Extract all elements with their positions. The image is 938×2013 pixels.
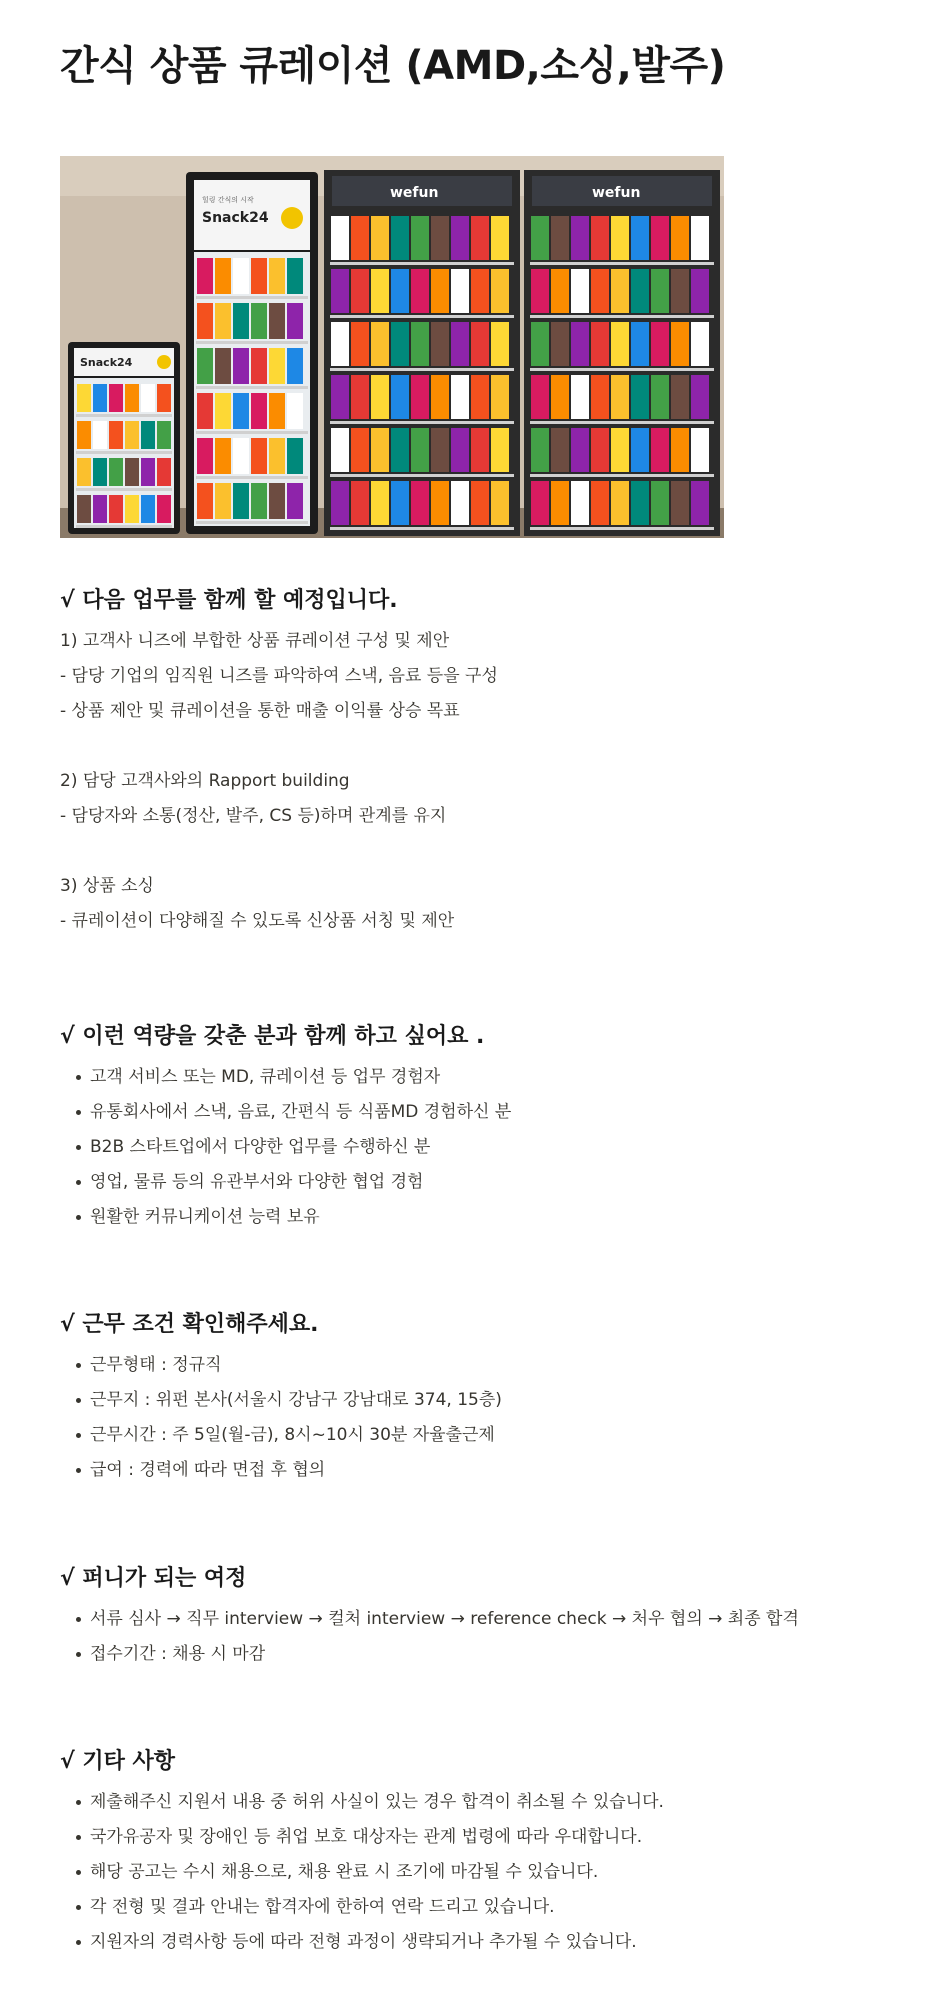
product-item xyxy=(631,216,649,260)
page-title: 간식 상품 큐레이션 (AMD,소싱,발주) xyxy=(60,43,726,89)
product-item xyxy=(125,384,139,412)
product-item xyxy=(371,428,389,472)
product-item xyxy=(197,483,213,519)
product-item xyxy=(215,483,231,519)
list-item: 지원자의 경력사항 등에 따라 전형 과정이 생략되거나 추가될 수 있습니다. xyxy=(60,1925,664,1960)
product-item xyxy=(391,322,409,366)
product-item xyxy=(451,269,469,313)
duty-item-1-sub-2: - 상품 제안 및 큐레이션을 통한 매출 이익률 상승 목표 xyxy=(60,701,460,721)
product-item xyxy=(451,216,469,260)
etc-heading: √ 기타 사항 xyxy=(60,1749,176,1774)
shelf-rail xyxy=(76,525,172,528)
shelf-rail xyxy=(530,527,714,530)
product-item xyxy=(531,216,549,260)
qualifications-list xyxy=(60,1060,511,1235)
product-item xyxy=(551,481,569,525)
product-item xyxy=(197,303,213,339)
product-item xyxy=(287,438,303,474)
product-item xyxy=(141,421,155,449)
product-item xyxy=(269,348,285,384)
shelf-rail xyxy=(530,474,714,477)
product-item xyxy=(691,428,709,472)
product-item xyxy=(93,495,107,523)
product-item xyxy=(631,481,649,525)
product-item xyxy=(451,481,469,525)
shelf-rail xyxy=(76,451,172,454)
shelf-rail xyxy=(196,386,308,389)
list-item: 해당 공고는 수시 채용으로, 채용 완료 시 조기에 마감될 수 있습니다. xyxy=(60,1855,664,1890)
product-item xyxy=(691,269,709,313)
product-item xyxy=(141,495,155,523)
product-item xyxy=(233,303,249,339)
product-item xyxy=(269,303,285,339)
shelf-right-logo: wefun xyxy=(592,185,641,201)
product-item xyxy=(671,322,689,366)
product-item xyxy=(391,481,409,525)
product-item xyxy=(197,438,213,474)
product-item xyxy=(351,322,369,366)
duties-section xyxy=(60,582,498,939)
shelf-rail xyxy=(76,488,172,491)
product-item xyxy=(331,481,349,525)
qualifications-heading: √ 이런 역량을 갖춘 분과 함께 하고 싶어요 . xyxy=(60,1024,485,1049)
product-item xyxy=(671,481,689,525)
product-item xyxy=(233,483,249,519)
product-item xyxy=(591,269,609,313)
product-item xyxy=(351,269,369,313)
product-item xyxy=(125,458,139,486)
product-item xyxy=(631,269,649,313)
product-item xyxy=(471,216,489,260)
product-item xyxy=(93,421,107,449)
shelf-rail xyxy=(330,421,514,424)
product-item xyxy=(351,428,369,472)
product-item xyxy=(611,375,629,419)
product-item xyxy=(77,384,91,412)
list-item: B2B 스타트업에서 다양한 업무를 수행하신 분 xyxy=(60,1130,511,1165)
shelf-left-logo: wefun xyxy=(390,185,439,201)
product-item xyxy=(651,481,669,525)
product-item xyxy=(531,375,549,419)
product-item xyxy=(491,269,509,313)
shelf-rail xyxy=(196,431,308,434)
product-item xyxy=(109,384,123,412)
etc-list xyxy=(60,1785,664,1960)
product-item xyxy=(215,258,231,294)
product-item xyxy=(287,393,303,429)
product-item xyxy=(77,495,91,523)
product-item xyxy=(251,483,267,519)
shelf-rail xyxy=(530,368,714,371)
shelf-rail xyxy=(330,315,514,318)
product-item xyxy=(451,322,469,366)
shelf-rail xyxy=(330,368,514,371)
product-item xyxy=(411,428,429,472)
product-item xyxy=(691,322,709,366)
product-item xyxy=(157,458,171,486)
product-item xyxy=(471,375,489,419)
product-item xyxy=(331,216,349,260)
product-item xyxy=(571,216,589,260)
product-item xyxy=(391,428,409,472)
product-item xyxy=(287,483,303,519)
product-item xyxy=(611,428,629,472)
list-item: 제출해주신 지원서 내용 중 허위 사실이 있는 경우 합격이 취소될 수 있습니다. xyxy=(60,1785,664,1820)
product-item xyxy=(551,428,569,472)
duty-item-3-sub-1: - 큐레이션이 다양해질 수 있도록 신상품 서칭 및 제안 xyxy=(60,911,455,931)
product-item xyxy=(631,428,649,472)
process-list xyxy=(60,1602,799,1672)
product-item xyxy=(93,384,107,412)
shelf-rail xyxy=(330,474,514,477)
snack-display-illustration xyxy=(60,156,724,538)
product-item xyxy=(157,495,171,523)
product-item xyxy=(671,375,689,419)
product-item xyxy=(491,481,509,525)
product-item xyxy=(215,348,231,384)
product-item xyxy=(451,375,469,419)
product-item xyxy=(591,322,609,366)
product-item xyxy=(287,303,303,339)
product-item xyxy=(651,216,669,260)
conditions-section xyxy=(60,1306,502,1488)
product-item xyxy=(631,322,649,366)
list-item: 유통회사에서 스낵, 음료, 간편식 등 식품MD 경험하신 분 xyxy=(60,1095,511,1130)
product-item xyxy=(109,495,123,523)
product-item xyxy=(551,322,569,366)
product-item xyxy=(471,481,489,525)
product-item xyxy=(491,216,509,260)
duty-item-1-sub-1: - 담당 기업의 임직원 니즈를 파악하여 스낵, 음료 등을 구성 xyxy=(60,666,498,686)
product-item xyxy=(197,258,213,294)
list-item: 근무형태 : 정규직 xyxy=(60,1348,502,1383)
product-item xyxy=(451,428,469,472)
duty-item-1-title: 1) 고객사 니즈에 부합한 상품 큐레이션 구성 및 제안 xyxy=(60,631,450,651)
shelf-rail xyxy=(196,341,308,344)
product-item xyxy=(671,216,689,260)
product-item xyxy=(411,375,429,419)
product-item xyxy=(251,303,267,339)
product-item xyxy=(251,393,267,429)
shelf-rail xyxy=(330,527,514,530)
product-item xyxy=(371,375,389,419)
product-item xyxy=(591,375,609,419)
list-item: 국가유공자 및 장애인 등 취업 보호 대상자는 관계 법령에 따라 우대합니다. xyxy=(60,1820,664,1855)
conditions-heading: √ 근무 조건 확인해주세요. xyxy=(60,1312,319,1337)
product-item xyxy=(215,438,231,474)
product-item xyxy=(551,216,569,260)
list-item: 근무지 : 위펀 본사(서울시 강남구 강남대로 374, 15층) xyxy=(60,1383,502,1418)
product-item xyxy=(431,322,449,366)
product-item xyxy=(93,458,107,486)
duty-item-2-title: 2) 담당 고객사와의 Rapport building xyxy=(60,771,350,791)
product-item xyxy=(651,375,669,419)
qualifications-section xyxy=(60,1018,511,1235)
product-item xyxy=(411,269,429,313)
product-item xyxy=(351,216,369,260)
product-item xyxy=(591,428,609,472)
large-fridge-brand: Snack24 xyxy=(202,210,269,226)
product-item xyxy=(411,216,429,260)
product-item xyxy=(77,421,91,449)
product-item xyxy=(331,322,349,366)
product-item xyxy=(691,375,709,419)
duty-item-2-sub-1: - 담당자와 소통(정산, 발주, CS 등)하며 관계를 유지 xyxy=(60,806,447,826)
product-item xyxy=(215,393,231,429)
product-item xyxy=(371,269,389,313)
product-item xyxy=(331,375,349,419)
shelf-rail xyxy=(76,414,172,417)
product-item xyxy=(125,495,139,523)
product-item xyxy=(431,481,449,525)
list-item: 고객 서비스 또는 MD, 큐레이션 등 업무 경험자 xyxy=(60,1060,511,1095)
product-item xyxy=(77,458,91,486)
product-item xyxy=(431,428,449,472)
product-item xyxy=(491,375,509,419)
small-fridge-brand: Snack24 xyxy=(80,356,133,369)
product-item xyxy=(571,269,589,313)
process-heading: √ 퍼니가 되는 여정 xyxy=(60,1566,247,1591)
product-item xyxy=(157,421,171,449)
product-item xyxy=(233,258,249,294)
large-fridge-tagline: 힐링 간식의 시작 xyxy=(202,196,254,204)
duty-item-3-title: 3) 상품 소싱 xyxy=(60,876,154,896)
product-item xyxy=(197,348,213,384)
product-item xyxy=(651,269,669,313)
product-item xyxy=(531,481,549,525)
small-fridge xyxy=(68,342,180,534)
product-item xyxy=(431,269,449,313)
process-section xyxy=(60,1560,799,1672)
product-item xyxy=(371,481,389,525)
product-item xyxy=(331,269,349,313)
product-item xyxy=(269,258,285,294)
product-item xyxy=(251,258,267,294)
product-item xyxy=(431,216,449,260)
product-item xyxy=(531,428,549,472)
product-item xyxy=(671,269,689,313)
product-item xyxy=(197,393,213,429)
product-item xyxy=(691,216,709,260)
product-item xyxy=(571,322,589,366)
product-item xyxy=(109,421,123,449)
shelf-rail xyxy=(196,521,308,524)
product-item xyxy=(491,322,509,366)
product-item xyxy=(471,322,489,366)
product-item xyxy=(691,481,709,525)
product-item xyxy=(391,269,409,313)
product-item xyxy=(611,216,629,260)
product-item xyxy=(391,375,409,419)
shelf-rail xyxy=(530,315,714,318)
product-item xyxy=(431,375,449,419)
product-item xyxy=(141,384,155,412)
product-item xyxy=(551,375,569,419)
product-item xyxy=(269,483,285,519)
product-item xyxy=(351,481,369,525)
product-item xyxy=(233,393,249,429)
product-item xyxy=(591,481,609,525)
product-item xyxy=(571,375,589,419)
product-item xyxy=(531,322,549,366)
product-item xyxy=(671,428,689,472)
product-item xyxy=(651,322,669,366)
product-item xyxy=(233,348,249,384)
product-item xyxy=(611,269,629,313)
product-item xyxy=(251,438,267,474)
large-fridge xyxy=(186,172,318,534)
product-item xyxy=(531,269,549,313)
product-item xyxy=(269,393,285,429)
duties-heading: √ 다음 업무를 함께 할 예정입니다. xyxy=(60,588,398,613)
product-item xyxy=(351,375,369,419)
snack-shelf-left xyxy=(324,170,520,536)
product-item xyxy=(611,322,629,366)
snack-shelf-right xyxy=(524,170,720,536)
shelf-rail xyxy=(330,262,514,265)
product-item xyxy=(251,348,267,384)
product-item xyxy=(371,216,389,260)
product-item xyxy=(591,216,609,260)
list-item: 접수기간 : 채용 시 마감 xyxy=(60,1637,799,1672)
list-item: 서류 심사 → 직무 interview → 컬처 interview → reference check → 처우 협의 → 최종 합격 xyxy=(60,1602,799,1637)
shelf-rail xyxy=(196,476,308,479)
conditions-list xyxy=(60,1348,502,1488)
product-item xyxy=(471,428,489,472)
product-item xyxy=(125,421,139,449)
product-item xyxy=(215,303,231,339)
snack-display-photo xyxy=(60,156,724,538)
list-item: 영업, 물류 등의 유관부서와 다양한 협업 경험 xyxy=(60,1165,511,1200)
product-item xyxy=(233,438,249,474)
product-item xyxy=(331,428,349,472)
product-item xyxy=(287,258,303,294)
product-item xyxy=(611,481,629,525)
product-item xyxy=(109,458,123,486)
product-item xyxy=(571,428,589,472)
product-item xyxy=(411,481,429,525)
list-item: 각 전형 및 결과 안내는 합격자에 한하여 연락 드리고 있습니다. xyxy=(60,1890,664,1925)
product-item xyxy=(391,216,409,260)
product-item xyxy=(269,438,285,474)
product-item xyxy=(551,269,569,313)
product-item xyxy=(287,348,303,384)
product-item xyxy=(157,384,171,412)
product-item xyxy=(571,481,589,525)
list-item: 원활한 커뮤니케이션 능력 보유 xyxy=(60,1200,511,1235)
shelf-rail xyxy=(196,296,308,299)
shelf-rail xyxy=(530,421,714,424)
product-item xyxy=(491,428,509,472)
product-item xyxy=(411,322,429,366)
product-item xyxy=(141,458,155,486)
list-item: 근무시간 : 주 5일(월-금), 8시~10시 30분 자율출근제 xyxy=(60,1418,502,1453)
etc-section xyxy=(60,1743,664,1960)
product-item xyxy=(371,322,389,366)
shelf-rail xyxy=(530,262,714,265)
product-item xyxy=(471,269,489,313)
list-item: 급여 : 경력에 따라 면접 후 협의 xyxy=(60,1453,502,1488)
product-item xyxy=(631,375,649,419)
product-item xyxy=(651,428,669,472)
